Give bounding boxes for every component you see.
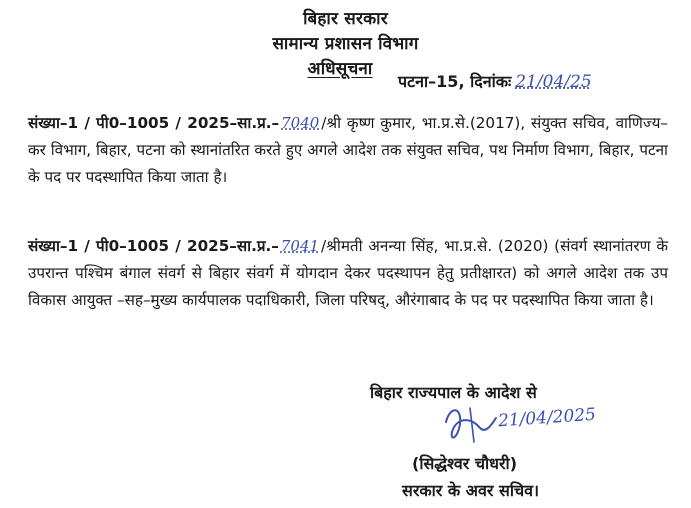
- notice-1-reference: संख्या–1 / पी0–1005 / 2025–सा.प्र.–: [28, 114, 280, 132]
- dateline: [398, 70, 592, 92]
- notice-2-handwritten-number: 7041: [280, 237, 320, 255]
- handwritten-date: 21/04/25: [515, 72, 592, 92]
- header-line-department: सामान्य प्रशासन विभाग: [272, 34, 419, 54]
- signatory-designation: सरकार के अवर सचिव।: [402, 481, 540, 500]
- header-line-notification: अधिसूचना: [307, 59, 373, 79]
- handwritten-signature: [440, 402, 620, 452]
- signatory-name: (सिद्धेश्वर चौधरी): [412, 454, 518, 473]
- dateline-place: पटना–15, दिनांकः: [398, 72, 512, 91]
- notice-1-handwritten-number: 7040: [281, 114, 320, 132]
- notice-1-body: /श्री कृष्ण कुमार, भा.प्र.से.(2017), संयुक्त सचिव, वाणिज्य–कर विभाग, बिहार, पटना को स्थानांतरित करते हुए अगले आदेश तक संयुक्त सचिव, पथ निर्माण विभाग, बिहार, पटना के पद पर पदस्थापित किया जाता है।: [28, 114, 668, 186]
- header-line-government: बिहार सरकार: [303, 9, 388, 29]
- notice-paragraph-1: [28, 110, 668, 191]
- notice-2-reference: संख्या–1 / पी0–1005 / 2025–सा.प्र.–: [28, 237, 279, 255]
- notice-2-body: /श्रीमती अनन्या सिंह, भा.प्र.से. (2020) (संवर्ग स्थानांतरण के उपरान्त पश्चिम बंगाल संवर्ग से बिहार संवर्ग में योगदान देकर पदस्थापन हेतु प्रतीक्षारत) को अगले आदेश तक उप विकास आयुक्त –सह–मुख्य कार्यपालक पदाधिकारी, जिला परिषद्, औरंगाबाद के पद पर पदस्थापित किया जाता है।: [28, 237, 668, 309]
- notice-paragraph-2: [28, 233, 668, 314]
- order-line: बिहार राज्यपाल के आदेश से: [370, 383, 537, 402]
- signature-date: 21/04/2025: [497, 404, 597, 432]
